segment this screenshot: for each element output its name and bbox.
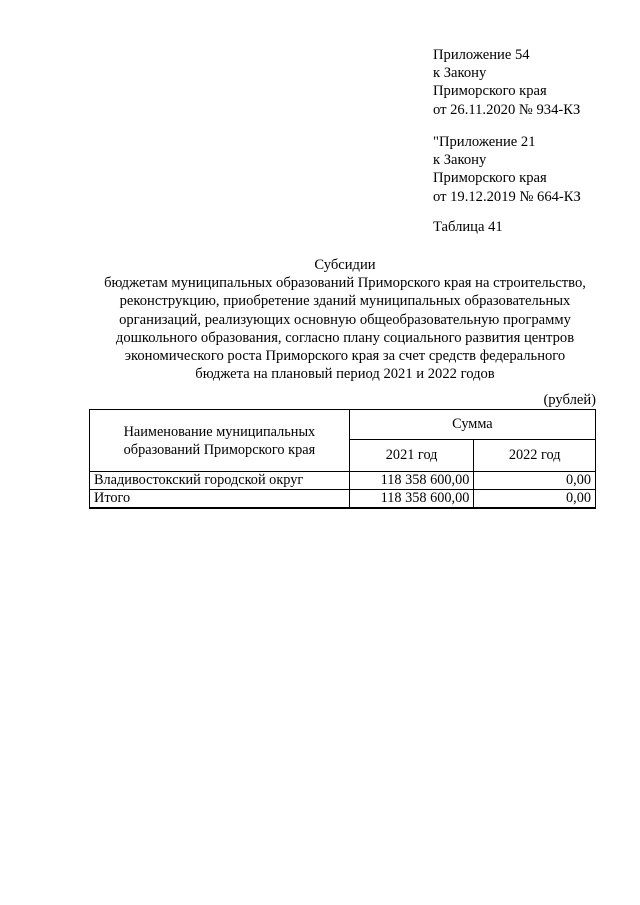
amount-2021: 118 358 600,00 bbox=[349, 472, 474, 490]
appendix-line: Приложение 54 bbox=[433, 47, 530, 63]
table-header-row bbox=[90, 410, 596, 440]
total-2022: 0,00 bbox=[474, 490, 596, 509]
appendix-line: к Закону bbox=[433, 65, 487, 82]
title-line: бюджета на плановый период 2021 и 2022 годов bbox=[195, 366, 495, 383]
municipality-name: Владивостокский городской округ bbox=[90, 472, 350, 490]
table-number: Таблица 41 bbox=[433, 219, 503, 235]
title-line: реконструкцию, приобретение зданий муниципальных образовательных bbox=[119, 293, 571, 310]
units-label: (рублей) bbox=[543, 392, 596, 408]
appendix-line: от 19.12.2019 № 664-КЗ bbox=[433, 188, 581, 205]
header-year-2022: 2022 год bbox=[474, 439, 596, 471]
appendix-original-reference bbox=[433, 133, 581, 206]
title-line: организаций, реализующих основную общеобразовательную программу bbox=[119, 311, 571, 328]
total-2021: 118 358 600,00 bbox=[349, 490, 474, 509]
table-row bbox=[90, 472, 596, 490]
header-sum: Сумма bbox=[349, 410, 595, 440]
appendix-line: от 26.11.2020 № 934-КЗ bbox=[433, 101, 581, 118]
appendix-line: к Закону bbox=[433, 152, 487, 169]
title-line: Субсидии bbox=[314, 257, 376, 273]
total-label: Итого bbox=[90, 490, 350, 509]
header-year-2021: 2021 год bbox=[349, 439, 474, 471]
document-title bbox=[60, 256, 630, 383]
appendix-current-reference bbox=[433, 46, 580, 119]
subsidy-table bbox=[89, 409, 596, 509]
title-line: бюджетам муниципальных образований Приморского края на строительство, bbox=[104, 275, 586, 292]
title-line: дошкольного образования, согласно плану социального развития центров bbox=[115, 329, 575, 346]
appendix-line: "Приложение 21 bbox=[433, 134, 536, 150]
header-municipality: Наименование муниципальных образований Приморского края bbox=[90, 410, 350, 472]
appendix-line: Приморского края bbox=[433, 170, 547, 187]
title-line: экономического роста Приморского края за счет средств федерального bbox=[124, 348, 566, 365]
amount-2022: 0,00 bbox=[474, 472, 596, 490]
appendix-line: Приморского края bbox=[433, 83, 547, 100]
table-total-row bbox=[90, 490, 596, 509]
